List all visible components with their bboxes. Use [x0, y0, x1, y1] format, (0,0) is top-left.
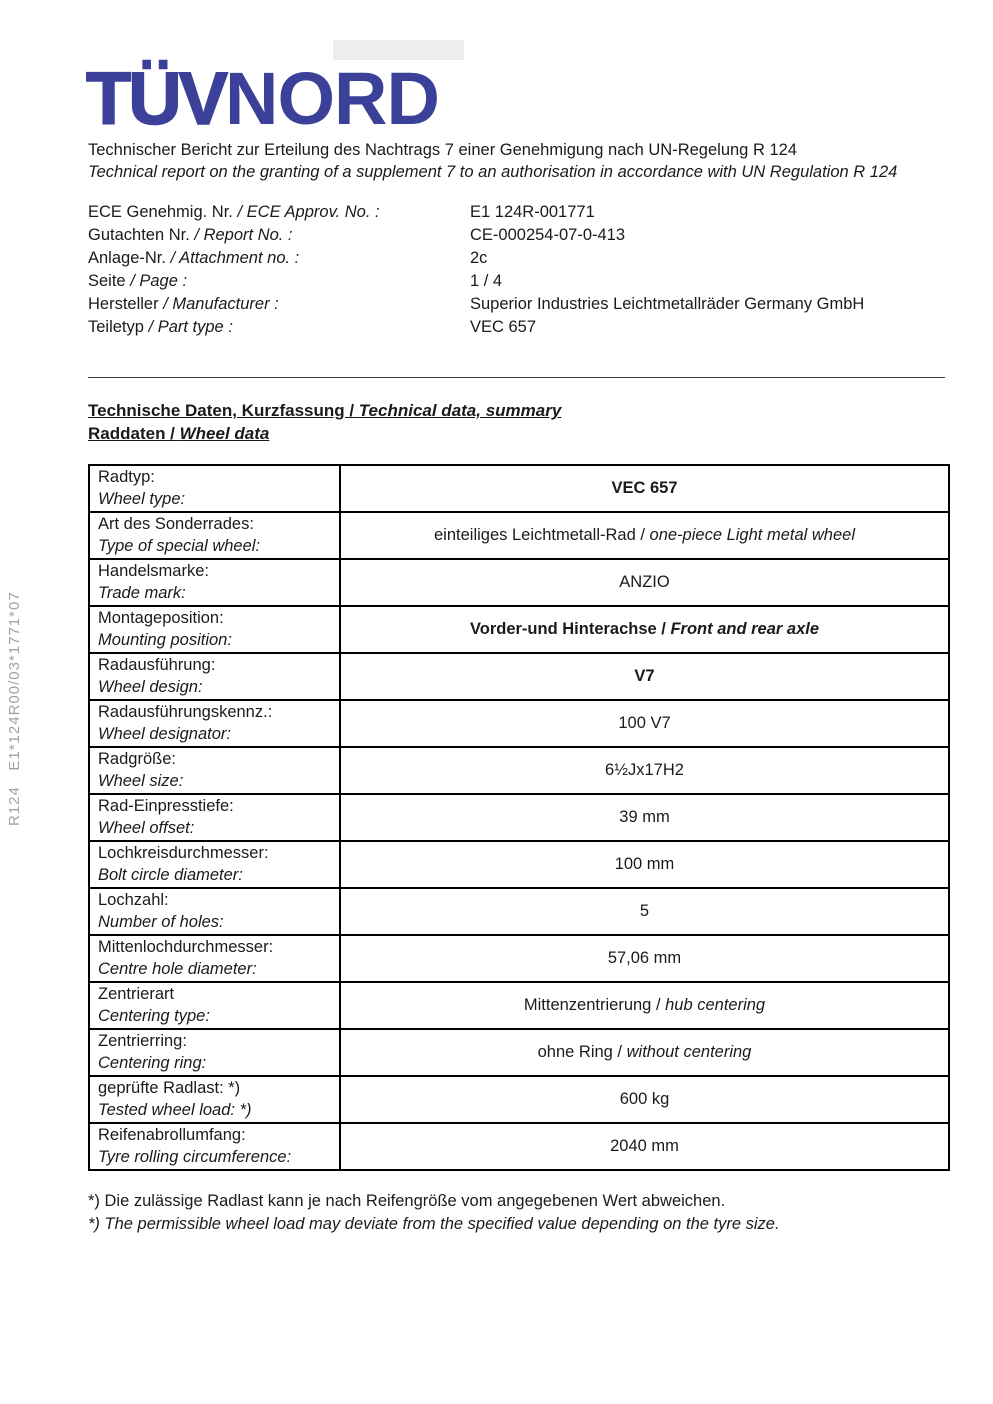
row-label-en: Wheel size:: [98, 771, 184, 790]
table-row: [89, 512, 949, 559]
row-value: VEC 657: [611, 478, 678, 497]
row-value-en: hub centering: [665, 995, 766, 1014]
section-line-1: Technische Daten, Kurzfassung / Technical data, summary: [88, 401, 562, 420]
meta-label-en: / Part type :: [143, 318, 233, 336]
divider-rule: [88, 377, 945, 378]
meta-label-de: Anlage-Nr.: [88, 249, 166, 267]
meta-label-de: Gutachten Nr.: [88, 226, 190, 244]
footnotes: [88, 1190, 958, 1236]
tuv-nord-logo: [86, 57, 439, 140]
meta-label-de: Seite: [88, 272, 126, 290]
row-value: 100 V7: [618, 713, 671, 732]
meta-row: [88, 293, 958, 316]
row-label-en: Centering type:: [98, 1006, 210, 1025]
meta-value: CE-000254-07-0-413: [470, 226, 626, 244]
row-value: 600 kg: [619, 1089, 670, 1108]
meta-value: 1 / 4: [470, 272, 503, 290]
table-row: [89, 935, 949, 982]
meta-label-de: Hersteller: [88, 295, 159, 313]
row-label-de: Montageposition:: [98, 609, 224, 627]
logo-tuv: TÜV: [86, 57, 225, 140]
meta-label-de: ECE Genehmig. Nr.: [88, 203, 233, 221]
row-label-en: Wheel type:: [98, 489, 186, 508]
row-label-de: Reifenabrollumfang:: [98, 1126, 246, 1144]
table-row: [89, 841, 949, 888]
meta-value: 2c: [470, 249, 488, 267]
row-value: 5: [639, 901, 650, 920]
meta-block: [88, 201, 958, 339]
table-row: [89, 888, 949, 935]
row-value: 57,06 mm: [607, 948, 682, 967]
meta-value: VEC 657: [470, 318, 537, 336]
row-value: 6½Jx17H2: [605, 760, 684, 779]
wheel-data-table: [88, 464, 950, 1171]
meta-label-en: / Report No. :: [189, 226, 293, 244]
row-value: V7: [634, 666, 655, 685]
row-label-de: Radausführung:: [98, 656, 216, 674]
meta-row: [88, 201, 958, 224]
meta-label-de: Teiletyp: [88, 318, 144, 336]
meta-value: E1 124R-001771: [470, 203, 595, 221]
row-label-de: Lochkreisdurchmesser:: [98, 844, 269, 862]
meta-row: [88, 316, 958, 339]
row-label-de: Mittenlochdurchmesser:: [98, 938, 274, 956]
row-label-de: Radtyp:: [98, 468, 155, 486]
table-row: [89, 559, 949, 606]
row-label-en: Number of holes:: [98, 912, 224, 931]
report-title-en: Technical report on the granting of a supplement 7 to an authorisation in accordance with UN Regulation R 124: [88, 163, 898, 181]
row-label-de: Lochzahl:: [98, 891, 169, 909]
row-label-en: Wheel offset:: [98, 818, 195, 837]
logo-nord: NORD: [225, 57, 439, 140]
row-label-en: Wheel design:: [98, 677, 203, 696]
section-line-2: Raddaten / Wheel data: [88, 423, 270, 443]
section-heading: [88, 400, 561, 445]
table-row: [89, 653, 949, 700]
table-row: [89, 1123, 949, 1170]
table-row: [89, 1076, 949, 1123]
table-row: [89, 794, 949, 841]
row-value: ANZIO: [619, 572, 670, 591]
row-label-en: Type of special wheel:: [98, 536, 261, 555]
table-row: [89, 747, 949, 794]
row-label-en: Wheel designator:: [98, 724, 231, 743]
row-label-de: Radausführungskennz.:: [98, 703, 273, 721]
meta-row: [88, 247, 958, 270]
row-value-en: one-piece Light metal wheel: [649, 525, 855, 544]
table-row: [89, 982, 949, 1029]
meta-value: Superior Industries Leichtmetallräder Germany GmbH: [470, 295, 865, 313]
table-row: [89, 1029, 949, 1076]
row-value: 100 mm: [614, 854, 675, 873]
row-label-en: Centre hole diameter:: [98, 959, 257, 978]
filing-code-vertical: R124 E1*124R00/03*1771*07: [6, 591, 23, 826]
meta-row: [88, 270, 958, 293]
row-label-de: Rad-Einpresstiefe:: [98, 797, 234, 815]
row-label-de: Radgröße:: [98, 750, 176, 768]
row-label-en: Tested wheel load: *): [98, 1100, 252, 1119]
row-value: Mittenzentrierung /: [523, 995, 666, 1014]
row-label-en: Tyre rolling circumference:: [98, 1147, 292, 1166]
row-label-de: Handelsmarke:: [98, 562, 209, 580]
report-title-de: Technischer Bericht zur Erteilung des Nachtrags 7 einer Genehmigung nach UN-Regelung R 124: [88, 141, 797, 159]
footnote-en: *) The permissible wheel load may deviate from the specified value depending on the tyre size.: [88, 1215, 780, 1233]
row-value: 39 mm: [619, 807, 670, 826]
row-label-en: Trade mark:: [98, 583, 186, 602]
row-label-de: geprüfte Radlast: *): [98, 1079, 241, 1097]
table-row: [89, 700, 949, 747]
meta-label-en: / Page :: [125, 272, 188, 290]
row-label-en: Mounting position:: [98, 630, 232, 649]
row-value-en: without centering: [626, 1042, 752, 1061]
meta-row: [88, 224, 958, 247]
meta-label-en: / ECE Approv. No. :: [232, 203, 380, 221]
meta-label-en: / Attachment no. :: [165, 249, 300, 267]
row-label-en: Centering ring:: [98, 1053, 207, 1072]
row-label-de: Zentrierring:: [98, 1032, 187, 1050]
meta-label-en: / Manufacturer :: [158, 295, 279, 313]
row-value: Vorder-und Hinterachse /: [469, 619, 671, 638]
report-title: [88, 139, 900, 183]
row-value-en: Front and rear axle: [670, 619, 820, 638]
row-label-en: Bolt circle diameter:: [98, 865, 243, 884]
row-value: 2040 mm: [610, 1136, 679, 1155]
row-value: ohne Ring /: [537, 1042, 627, 1061]
row-label-de: Zentrierart: [98, 985, 175, 1003]
table-row: [89, 465, 949, 512]
table-row: [89, 606, 949, 653]
row-value: einteiliges Leichtmetall-Rad /: [434, 525, 650, 544]
footnote-de: *) Die zulässige Radlast kann je nach Reifengröße vom angegebenen Wert abweichen.: [88, 1192, 726, 1210]
row-label-de: Art des Sonderrades:: [98, 515, 254, 533]
